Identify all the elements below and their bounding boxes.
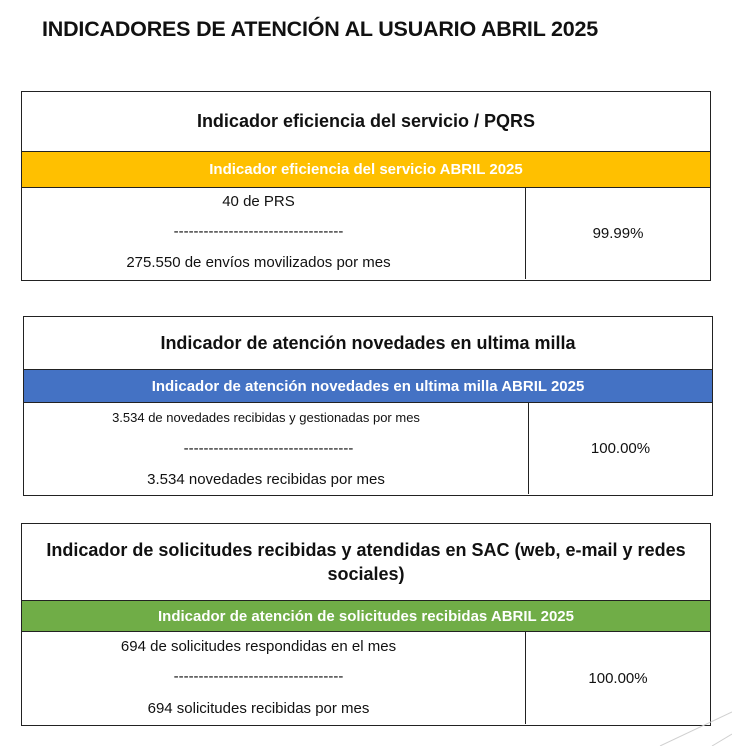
indicator-title: Indicador de solicitudes recibidas y atendidas en SAC (web, e-mail y redes sociales) bbox=[22, 524, 710, 601]
indicator-period-band: Indicador de atención de solicitudes recibidas ABRIL 2025 bbox=[22, 601, 710, 632]
formula-denominator: 3.534 novedades recibidas por mes bbox=[147, 471, 385, 488]
indicator-period-band: Indicador eficiencia del servicio ABRIL 2025 bbox=[22, 152, 710, 188]
formula-denominator: 694 solicitudes recibidas por mes bbox=[147, 700, 370, 717]
indicator-value: 99.99% bbox=[592, 225, 644, 242]
formula-numerator: 3.534 de novedades recibidas y gestionadas por mes bbox=[112, 410, 420, 425]
formula-divider: ---------------------------------- bbox=[173, 668, 344, 685]
formula-numerator: 694 de solicitudes respondidas en el mes bbox=[120, 638, 397, 655]
formula-divider: ---------------------------------- bbox=[183, 440, 354, 457]
indicator-value: 100.00% bbox=[590, 440, 651, 457]
indicator-period-band: Indicador de atención novedades en ultima milla ABRIL 2025 bbox=[24, 370, 712, 403]
indicator-value: 100.00% bbox=[588, 669, 648, 687]
indicator-title: Indicador eficiencia del servicio / PQRS bbox=[22, 92, 710, 152]
page-title: INDICADORES DE ATENCIÓN AL USUARIO ABRIL 2025 bbox=[42, 17, 599, 41]
formula-denominator: 275.550 de envíos movilizados por mes bbox=[126, 254, 391, 271]
formula-divider: ---------------------------------- bbox=[173, 223, 344, 240]
indicator-title: Indicador de atención novedades en ultima milla bbox=[24, 317, 712, 370]
formula-numerator: 40 de PRS bbox=[222, 193, 295, 210]
